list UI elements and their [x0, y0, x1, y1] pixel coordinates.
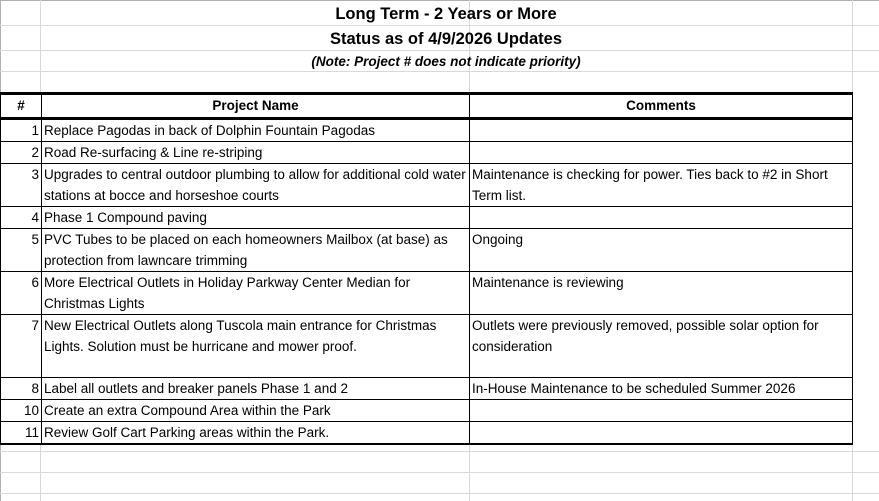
cell-comments[interactable] [470, 400, 853, 422]
cell-project-name[interactable]: Label all outlets and breaker panels Phase 1 and 2 [42, 378, 470, 400]
header-comments[interactable]: Comments [470, 94, 853, 119]
table-row [1, 378, 853, 400]
cell-comments[interactable]: In-House Maintenance to be scheduled Summer 2026 [470, 378, 853, 400]
cell-number[interactable]: 1 [1, 119, 42, 142]
sheet-subtitle[interactable]: Status as of 4/9/2026 Updates [329, 30, 562, 48]
cell-number[interactable]: 7 [1, 315, 42, 378]
cell-number[interactable]: 11 [1, 422, 42, 445]
cell-project-name[interactable]: Review Golf Cart Parking areas within the Park. [42, 422, 470, 445]
gridline [0, 493, 879, 494]
sheet-title[interactable]: Long Term - 2 Years or More [335, 5, 557, 23]
header-row [1, 94, 853, 119]
cell-comments[interactable]: Ongoing [470, 229, 853, 272]
cell-number[interactable]: 6 [1, 272, 42, 315]
sheet-top-border [0, 0, 879, 1]
gridline [0, 451, 879, 452]
table-row [1, 119, 853, 142]
cell-project-name[interactable]: Phase 1 Compound paving [42, 207, 470, 229]
cell-project-name[interactable]: PVC Tubes to be placed on each homeowners Mailbox (at base) as protection from lawncare trimming [42, 229, 470, 272]
cell-number[interactable]: 10 [1, 400, 42, 422]
table-row [1, 142, 853, 164]
table-row [1, 422, 853, 445]
gridline [0, 71, 879, 72]
table-row [1, 272, 853, 315]
cell-project-name[interactable]: Replace Pagodas in back of Dolphin Fountain Pagodas [42, 119, 470, 142]
cell-number[interactable]: 3 [1, 164, 42, 207]
cell-comments[interactable]: Outlets were previously removed, possible solar option for consideration [470, 315, 853, 378]
cell-project-name[interactable]: Upgrades to central outdoor plumbing to allow for additional cold water stations at bocce and horseshoe courts [42, 164, 470, 207]
cell-comments[interactable] [470, 207, 853, 229]
cell-project-name[interactable]: Create an extra Compound Area within the Park [42, 400, 470, 422]
gridline [0, 472, 879, 473]
project-table [0, 92, 853, 445]
cell-number[interactable]: 4 [1, 207, 42, 229]
header-number[interactable]: # [1, 94, 42, 119]
gridline [0, 50, 879, 51]
cell-number[interactable]: 5 [1, 229, 42, 272]
table-row [1, 229, 853, 272]
sheet-note[interactable]: (Note: Project # does not indicate priority) [311, 54, 581, 69]
table-row [1, 207, 853, 229]
table-row [1, 400, 853, 422]
cell-comments[interactable]: Maintenance is reviewing [470, 272, 853, 315]
cell-comments[interactable] [470, 422, 853, 445]
table-row [1, 164, 853, 207]
cell-project-name[interactable]: Road Re-surfacing & Line re-striping [42, 142, 470, 164]
cell-comments[interactable] [470, 119, 853, 142]
cell-project-name[interactable]: New Electrical Outlets along Tuscola main entrance for Christmas Lights. Solution must be hurricane and mower proof. [42, 315, 470, 378]
header-project-name[interactable]: Project Name [42, 94, 470, 119]
gridline [0, 25, 879, 26]
cell-number[interactable]: 8 [1, 378, 42, 400]
cell-comments[interactable] [470, 142, 853, 164]
cell-project-name[interactable]: More Electrical Outlets in Holiday Parkway Center Median for Christmas Lights [42, 272, 470, 315]
cell-number[interactable]: 2 [1, 142, 42, 164]
cell-comments[interactable]: Maintenance is checking for power. Ties back to #2 in Short Term list. [470, 164, 853, 207]
table-row [1, 315, 853, 378]
